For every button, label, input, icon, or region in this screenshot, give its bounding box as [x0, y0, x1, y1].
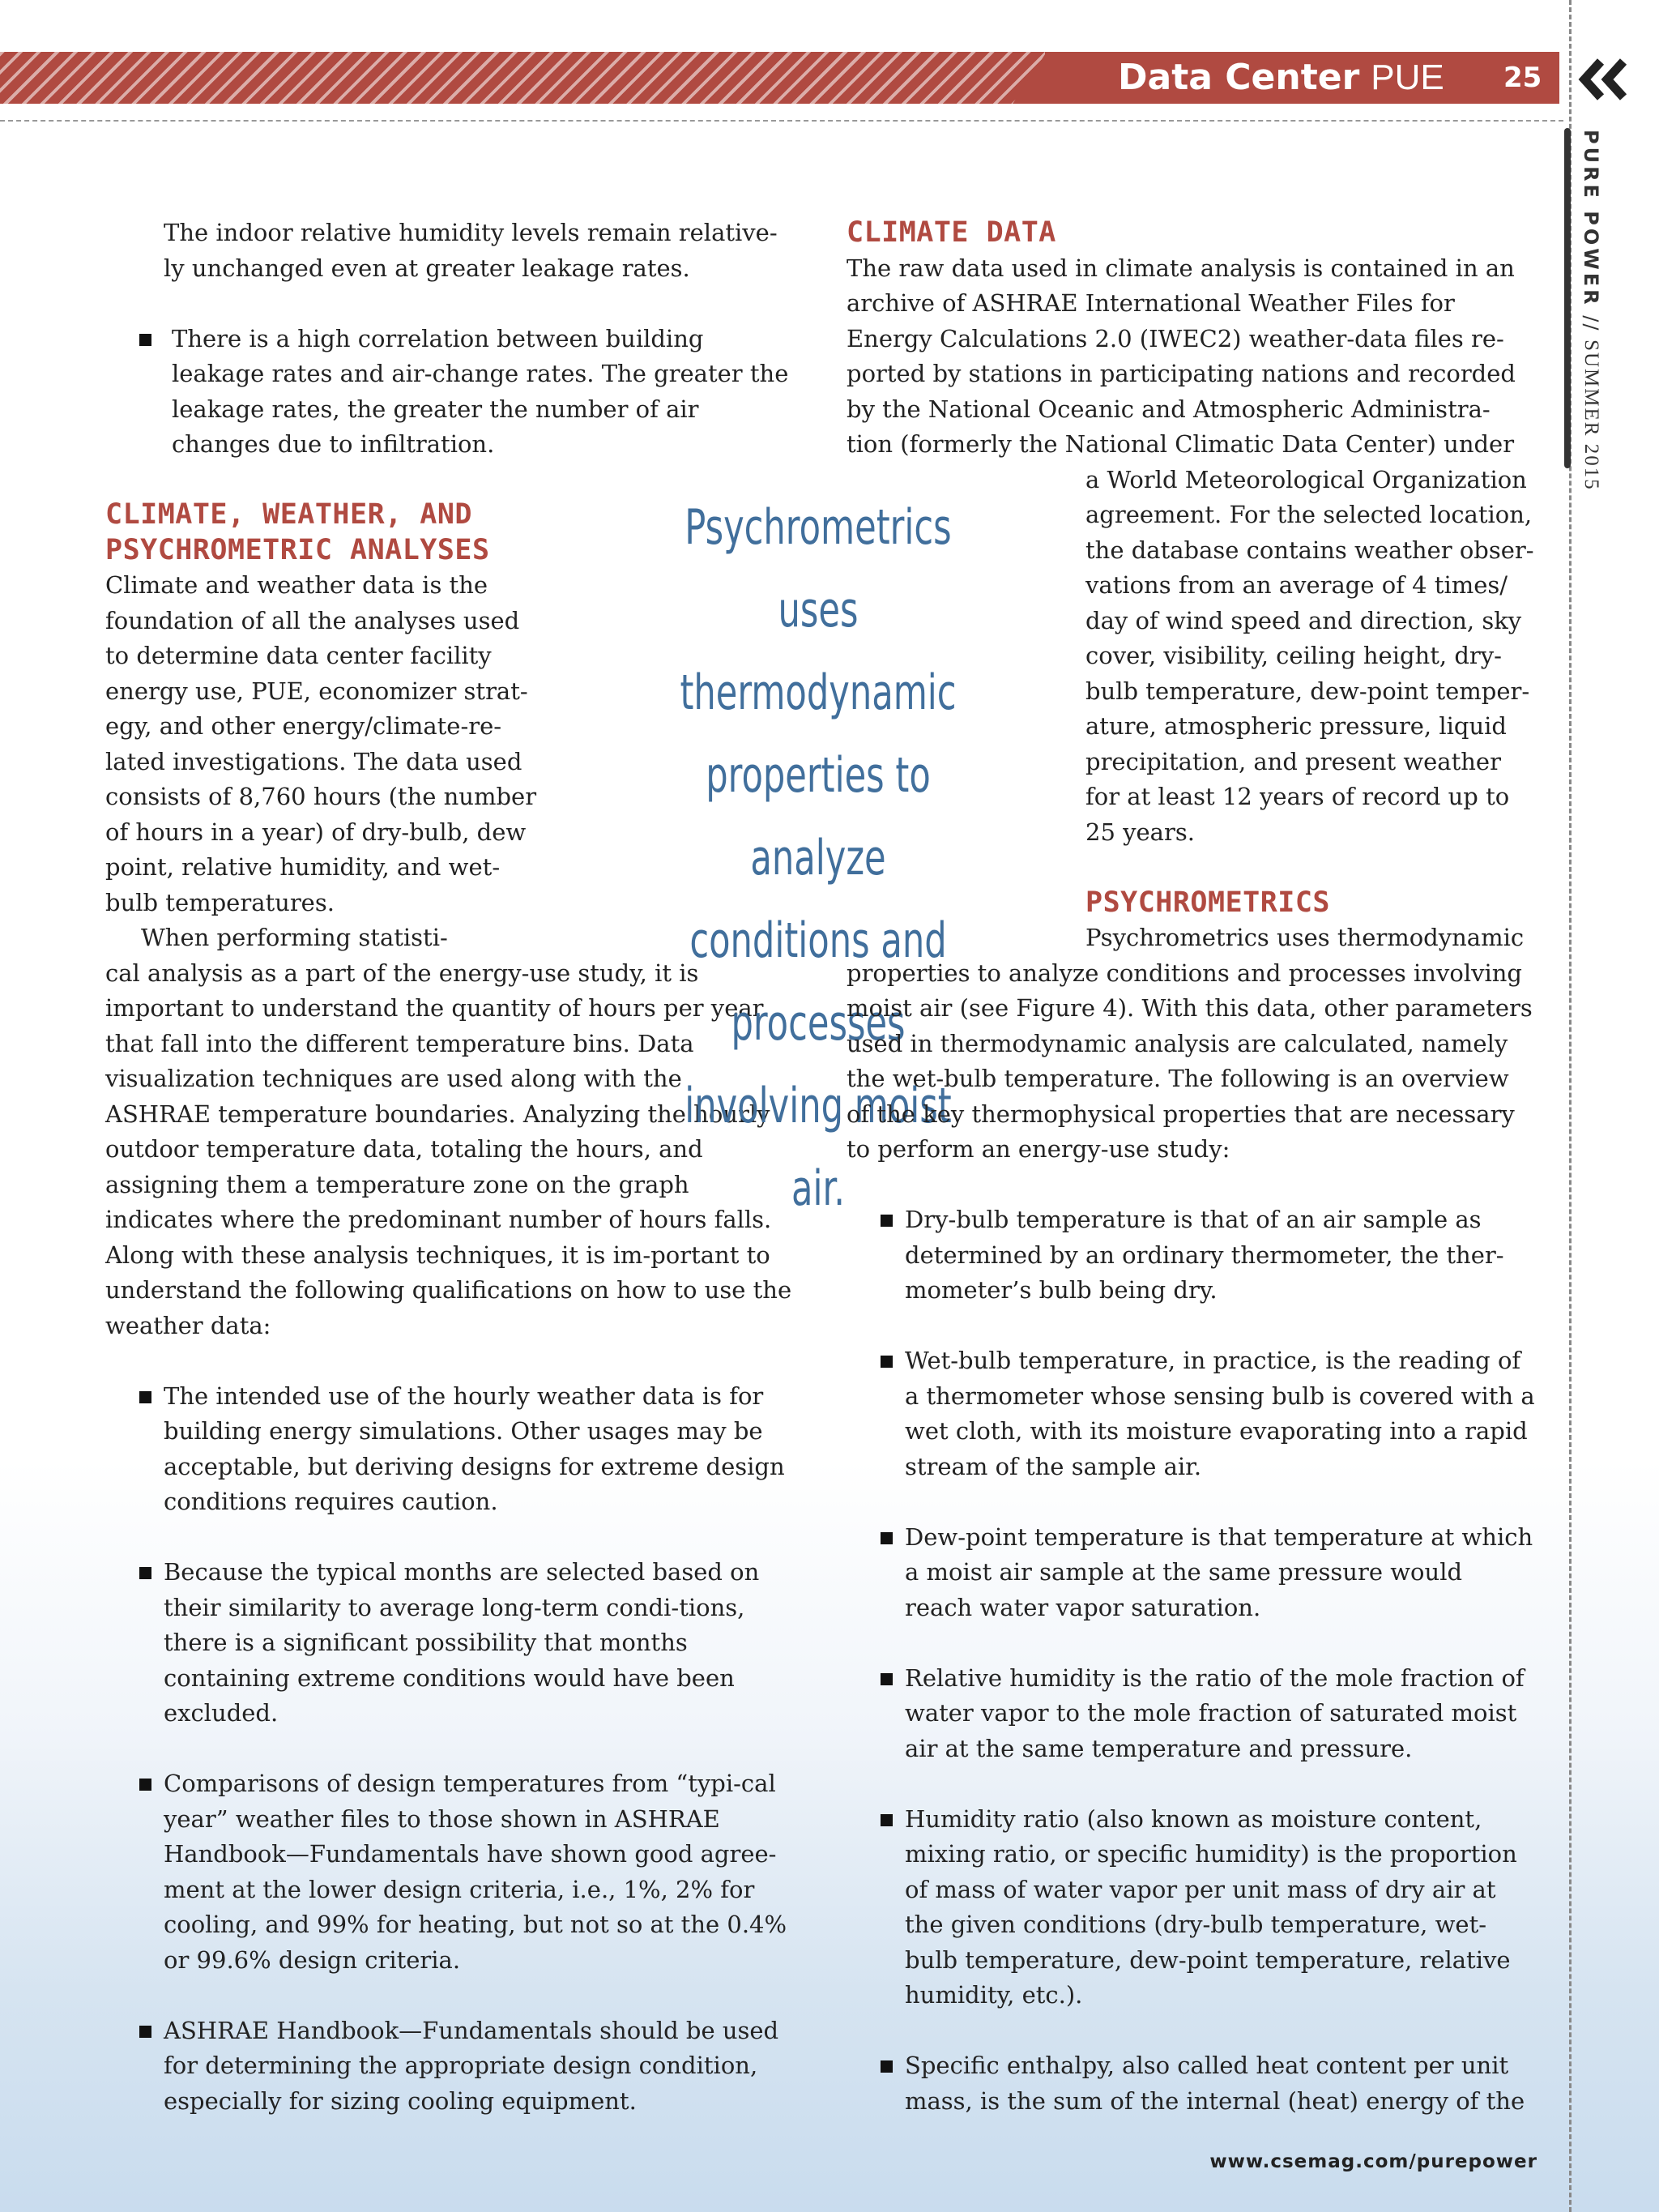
climate-weather-heading-line2: PSYCHROMETRIC ANALYSES [105, 533, 490, 566]
running-head [1580, 130, 1602, 491]
property-bullet: Specific enthalpy, also called heat content per unit mass, is the sum of the internal (heat) energy of the [847, 2048, 1535, 2119]
qualification-bullet: The intended use of the hourly weather data is for building energy simulations. Other usages may be acceptable, but deriving designs for extreme design conditions requires caution. [105, 1379, 794, 1520]
psychrometrics-heading: PSYCHROMETRICS [1085, 886, 1331, 919]
climate-weather-heading-line1: CLIMATE, WEATHER, AND [105, 498, 473, 531]
qualification-bullet: Because the typical months are selected based on their similarity to average long-term condi-tions, there is a significant possibility that months containing extreme conditions would have been excluded. [105, 1555, 794, 1732]
statistical-paragraph-start: When performing statisti- [141, 924, 448, 951]
pull-quote-line: involving moist air. [684, 1078, 952, 1217]
intro-bullet: There is a high correlation between building leakage rates and air-change rates. The greater the leakage rates, the greater the number of air changes due to infiltration. [105, 322, 794, 463]
publication-name: PURE POWER [1580, 130, 1602, 308]
section-title-light: PUE [1371, 58, 1444, 97]
pull-quote-line: uses thermodynamic [680, 582, 957, 721]
pull-quote-line: Psychrometrics [684, 499, 952, 556]
sidebar-marker [1564, 128, 1571, 468]
property-bullet: Wet-bulb temperature, in practice, is the reading of a thermometer whose sensing bulb is covered with a wet cloth, with its moisture evaporating into a rapid stream of the sample air. [847, 1343, 1535, 1484]
psychrometrics-paragraph: properties to analyze conditions and processes involving moist air (see Figure 4). With this data, other parameters used in thermodynamic analysis are calculated, namely the wet-bulb temperature. The following is an overview of the key thermophysical properties that are necessary to perform an energy-use study: [847, 959, 1533, 1163]
climate-weather-paragraph: Climate and weather data is the foundation of all the analyses used to determine data center facility energy use, PUE, economizer strat-egy, and other energy/climate-re-lated investigations. The data used consists of 8,760 hours (the number of hours in a year) of dry-bulb, dew point, relative humidity, and wet-bulb temperatures. [105, 571, 537, 916]
climate-data-heading: CLIMATE DATA [847, 216, 1056, 249]
pull-quote-line: conditions and processes [689, 912, 947, 1052]
property-bullet: Humidity ratio (also known as moisture content, mixing ratio, or specific humidity) is the proportion of mass of water vapor per unit mass of dry air at the given conditions (dry-bulb temperature, wet-bulb temperature, dew-point temperature, relative humidity, etc.). [847, 1802, 1535, 2013]
double-chevron-left-icon[interactable] [1576, 57, 1633, 102]
climate-data-paragraph-continued: a World Meteorological Organization agreement. For the selected location, the database contains weather obser-vations from an average of 4 times/ day of wind speed and direction, sky cover, visibility, ceiling height, dry-bulb temperature, dew-point temper-ature, atmospheric pressure, liquid precipitation, and present weather for at least 12 years of record up to 25 years. [1085, 465, 1534, 846]
property-bullet: Relative humidity is the ratio of the mole fraction of water vapor to the mole fraction of saturated moist air at the same temperature and pressure. [847, 1661, 1535, 1767]
right-column [847, 216, 1535, 2119]
intro-continuation: The indoor relative humidity levels remain relative-ly unchanged even at greater leakage rates. [164, 219, 778, 282]
header-divider [0, 120, 1563, 122]
page-number: 25 [1503, 62, 1542, 94]
pull-quote-line: properties to analyze [706, 747, 931, 886]
issue-date: SUMMER 2015 [1580, 339, 1602, 491]
statistical-paragraph: cal analysis as a part of the energy-use study, it is important to understand the quantity of hours per year that fall into the different temperature bins. Data visualization techniques are used along with the ASHRAE temperature boundaries. Analyzing the hourly outdoor temperature data, totaling the hours, and assigning them a temperature zone on the graph indicates where the predominant number of hours falls. Along with these analysis techniques, it is im-portant to understand the following qualifications on how to use the weather data: [105, 959, 792, 1339]
section-title [1118, 52, 1444, 104]
section-title-bold: Data Center [1118, 57, 1360, 98]
header-notch [1013, 52, 1047, 104]
climate-data-paragraph: The raw data used in climate analysis is contained in an archive of ASHRAE International Weather Files for Energy Calculations 2.0 (IWEC2) weather-data files re-ported by stations in participating nations and recorded by the National Oceanic and Atmospheric Administra-tion (formerly the National Climatic Data Center) under [847, 254, 1516, 458]
qualification-bullet: Comparisons of design temperatures from “typi-cal year” weather files to those shown in ASHRAE Handbook—Fundamentals have shown good agree-ment at the lower design criteria, i.e., 1%, 2% for cooling, and 99% for heating, but not so at the 0.4% or 99.6% design criteria. [105, 1766, 794, 1978]
property-bullet: Dry-bulb temperature is that of an air sample as determined by an ordinary thermometer, the ther-mometer’s bulb being dry. [847, 1202, 1535, 1309]
psychrometrics-paragraph-start: Psychrometrics uses thermodynamic [1085, 924, 1525, 951]
running-head-separator: // [1580, 307, 1602, 340]
footer-url[interactable]: www.csemag.com/purepower [1209, 2151, 1537, 2172]
qualification-bullet: ASHRAE Handbook—Fundamentals should be used for determining the appropriate design condition, especially for sizing cooling equipment. [105, 2013, 794, 2120]
property-bullet: Dew-point temperature is that temperature at which a moist air sample at the same pressure would reach water vapor saturation. [847, 1520, 1535, 1626]
